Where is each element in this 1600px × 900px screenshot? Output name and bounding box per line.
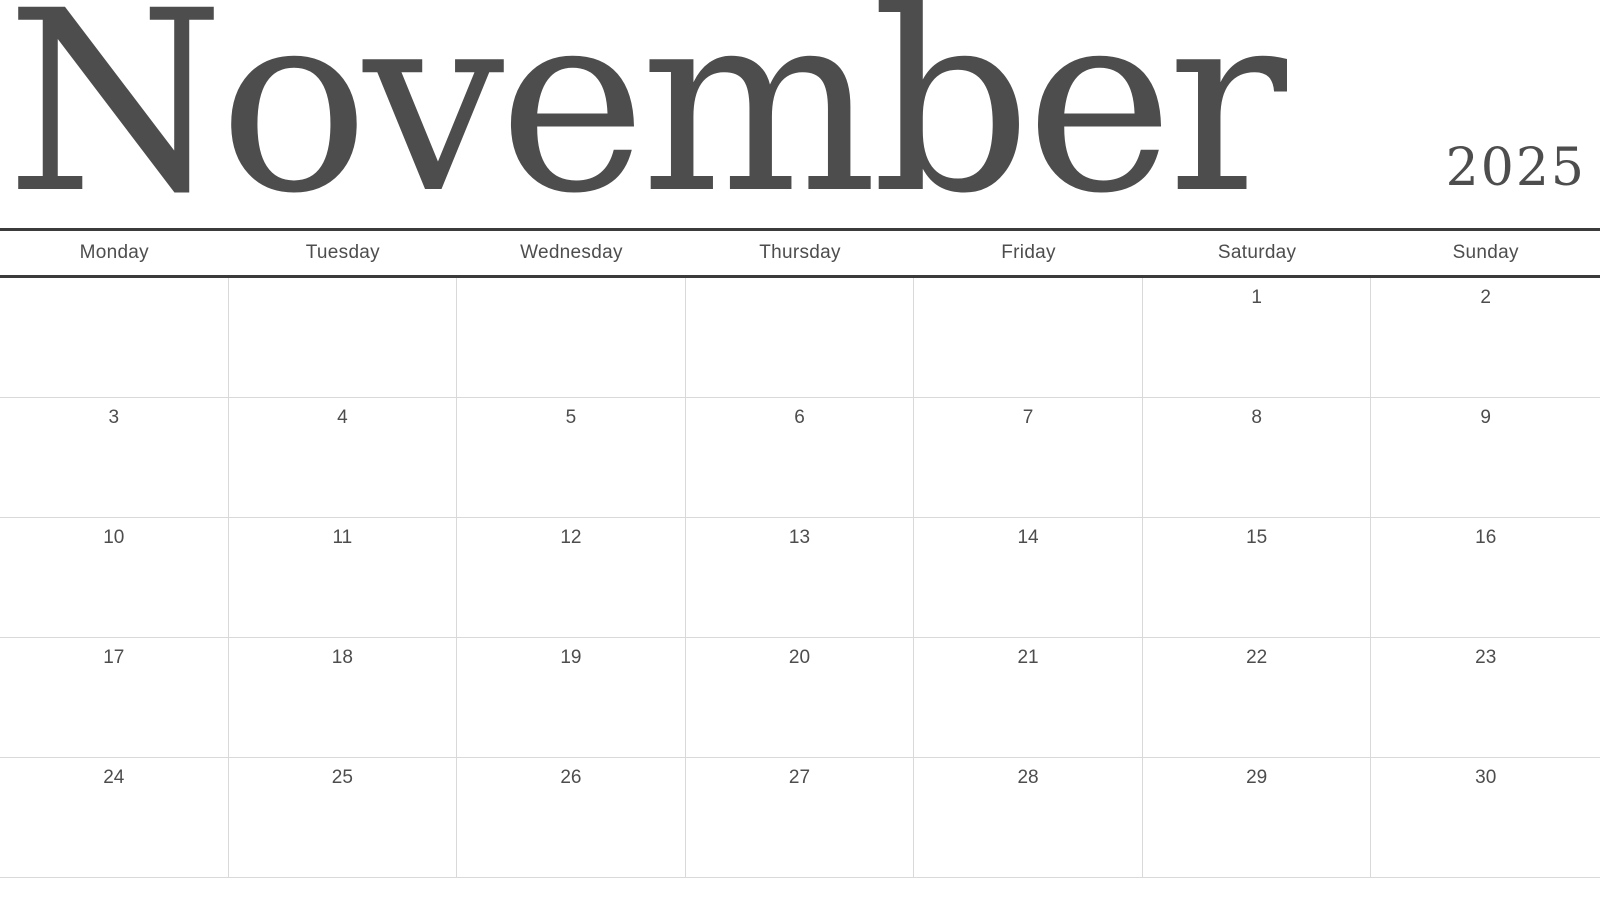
day-cell[interactable] [457,758,686,878]
day-cell[interactable] [0,758,229,878]
day-cell[interactable] [1371,758,1600,878]
day-cell[interactable] [457,518,686,638]
day-number: 18 [331,647,353,668]
day-cell[interactable] [0,278,229,398]
day-cell[interactable] [686,638,915,758]
day-cell[interactable] [229,398,458,518]
day-cell[interactable] [1143,278,1372,398]
day-cell[interactable] [457,398,686,518]
day-cell[interactable] [457,638,686,758]
day-cell[interactable] [914,638,1143,758]
day-cell[interactable] [229,518,458,638]
day-cell[interactable] [1143,638,1372,758]
day-number: 13 [788,527,811,548]
day-number: 12 [560,527,582,548]
day-cell[interactable] [686,758,915,878]
day-cell[interactable] [686,278,915,398]
day-number: 16 [1475,527,1497,548]
month-title: November [6,0,1281,228]
weekday-saturday: Saturday [1217,242,1297,263]
day-number: 14 [1017,527,1039,548]
day-cell[interactable] [0,638,229,758]
day-cell[interactable] [457,278,686,398]
day-cell[interactable] [229,758,458,878]
day-cell[interactable] [1143,398,1372,518]
day-number: 4 [337,407,348,428]
weekday-friday: Friday [1001,242,1056,263]
weekday-sunday: Sunday [1452,242,1519,263]
weekday-monday: Monday [79,242,149,263]
day-number: 10 [103,527,125,548]
day-cell[interactable] [0,398,229,518]
day-grid [0,278,1600,878]
day-number: 2 [1480,287,1491,308]
day-cell[interactable] [229,638,458,758]
weekday-wednesday: Wednesday [520,242,623,263]
day-cell[interactable] [1371,398,1600,518]
day-cell[interactable] [1371,278,1600,398]
calendar-masthead [0,0,1600,228]
day-number: 22 [1246,647,1268,668]
day-cell[interactable] [229,278,458,398]
weekday-thursday: Thursday [759,242,841,263]
day-number: 7 [1022,407,1034,428]
day-cell[interactable] [914,278,1143,398]
day-number: 28 [1017,767,1039,788]
day-number: 24 [103,767,125,788]
day-number: 27 [788,767,811,788]
day-number: 25 [331,767,353,788]
day-number: 1 [1251,287,1262,308]
day-number: 11 [332,527,353,548]
day-number: 9 [1480,407,1491,428]
day-number: 23 [1475,647,1497,668]
day-number: 15 [1246,527,1268,548]
day-number: 21 [1017,647,1039,668]
day-number: 26 [560,767,582,788]
day-number: 3 [108,407,120,428]
day-cell[interactable] [686,398,915,518]
day-number: 17 [103,647,125,668]
day-cell[interactable] [0,518,229,638]
weekday-tuesday: Tuesday [305,242,380,263]
day-cell[interactable] [1371,518,1600,638]
day-cell[interactable] [686,518,915,638]
day-number: 29 [1246,767,1268,788]
weekday-header-row [0,228,1600,278]
day-number: 20 [788,647,811,668]
day-number: 6 [794,407,805,428]
day-number: 5 [565,407,577,428]
day-cell[interactable] [914,398,1143,518]
day-number: 19 [560,647,582,668]
day-cell[interactable] [1143,758,1372,878]
day-number: 30 [1475,767,1497,788]
day-cell[interactable] [914,518,1143,638]
day-cell[interactable] [914,758,1143,878]
day-number: 8 [1251,407,1262,428]
year-label: 2025 [1445,138,1586,198]
day-cell[interactable] [1143,518,1372,638]
day-cell[interactable] [1371,638,1600,758]
